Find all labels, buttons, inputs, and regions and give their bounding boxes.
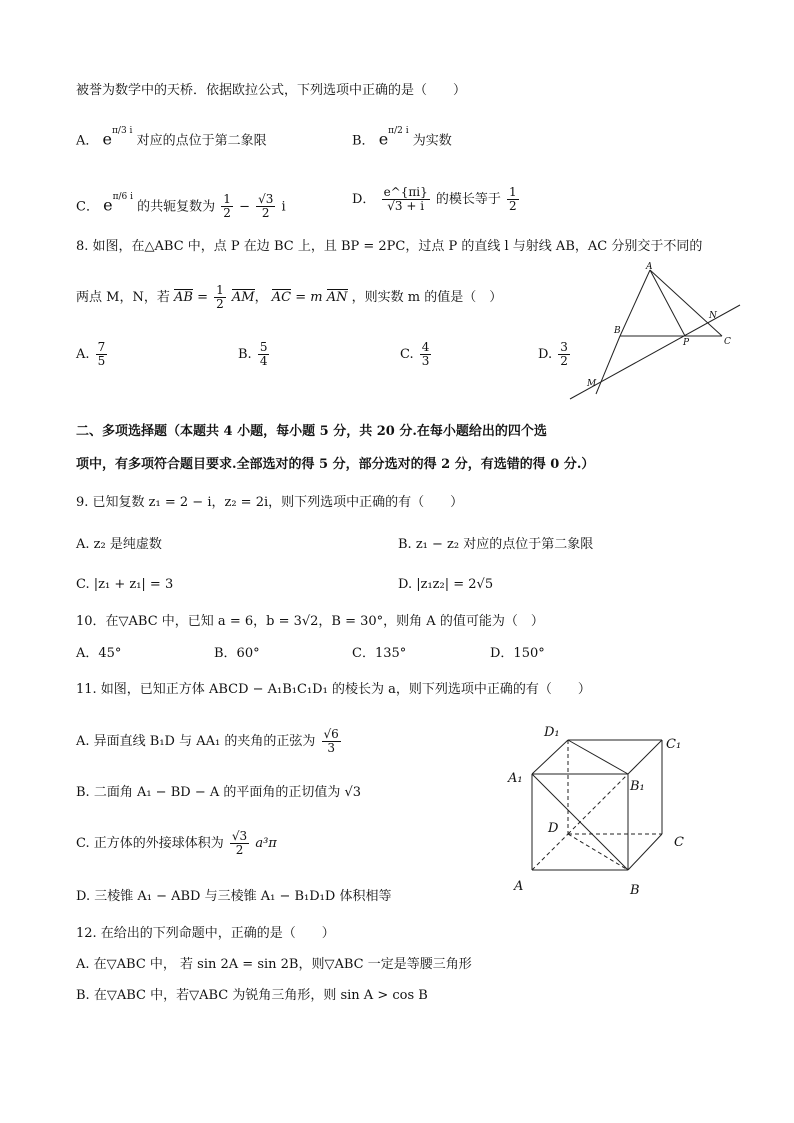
label-n: N: [709, 311, 717, 321]
q7-a-exp: π/3 i: [112, 126, 133, 136]
q8-line2-end: ，则实数 m 的值是（ ）: [351, 290, 503, 305]
q8-stem-line1: 8. 如图，在△ABC 中，点 P 在边 BC 上，且 BP = 2PC，过点 P 的直线 l 与射线 AB，AC 分别交于不同的: [76, 239, 703, 254]
q7-b-label: B．: [352, 133, 375, 149]
q8-stem-line2: [76, 284, 502, 312]
q7-c-frac1: $\frac{1}{2}$: [223, 192, 231, 221]
q8-frac: $\frac{1}{2}$: [216, 283, 224, 311]
q7-c-minus: −: [239, 199, 250, 215]
q8-triangle-figure: [560, 258, 750, 410]
label-m: M: [587, 379, 597, 389]
q8-vector-ac: AC: [271, 290, 292, 305]
label-d1: D₁: [544, 725, 560, 740]
line-ab: [620, 270, 650, 336]
q8-comma: ，: [254, 290, 268, 305]
q11-a-text: A. 异面直线 B₁D 与 AA₁ 的夹角的正弦为: [76, 734, 316, 749]
q11-c-post: a³π: [255, 836, 277, 851]
label-b: B: [614, 326, 621, 336]
q7-c-exp: π/6 i: [112, 192, 133, 202]
q7-a-label: A．: [76, 133, 99, 149]
q8-c-label: C.: [400, 347, 414, 362]
label-b1: B₁: [630, 779, 645, 794]
q11-option-d: D. 三棱锥 A₁ − ABD 与三棱锥 A₁ − B₁D₁D 体积相等: [76, 889, 392, 904]
line-ap: [650, 270, 685, 336]
q9-option-a: A. z₂ 是纯虚数: [76, 537, 162, 552]
q7-d-frac: $\frac{e\^{}\{\pi i\}}{√3 + i}$: [383, 185, 428, 213]
q8-c-frac: $\frac{4}{3}$: [421, 340, 430, 368]
section2-line2: 项中，有多项符合题目要求.全部选对的得 5 分，部分选对的得 2 分，有选错的得 0 分.）: [76, 457, 595, 472]
line-bm: [596, 336, 620, 394]
q8-vector-an: AN: [326, 290, 348, 305]
q11-option-b: B. 二面角 A₁ − BD − A 的平面角的正切值为 √3: [76, 785, 362, 800]
q8-a-label: A.: [76, 347, 90, 362]
q10-option-a: A．45°: [76, 646, 122, 661]
q7-a-text: 对应的点位于第二象限: [136, 133, 267, 149]
section2-line1: 二、多项选择题（本题共 4 小题，每小题 5 分，共 20 分.在每小题给出的四个选: [76, 424, 547, 439]
q7-b-exp: π/2 i: [388, 126, 409, 136]
q7-b-base: e: [378, 129, 389, 149]
q7-d-frac2: $\frac{1}{2}$: [509, 185, 517, 213]
q8-eq: =: [197, 290, 208, 305]
label-c: C: [724, 337, 731, 347]
label-a: A: [514, 879, 524, 894]
q8-eq2: = m: [295, 290, 323, 305]
label-b: B: [630, 883, 640, 898]
q8-vector-ab: AB: [173, 290, 193, 305]
q8-option-a: [76, 340, 109, 370]
label-p: P: [683, 338, 690, 348]
q7-b-text: 为实数: [412, 133, 452, 149]
q7-option-d: [352, 186, 521, 214]
q7-c-frac2: $\frac{√3}{2}$: [258, 192, 274, 221]
q12-option-b: B. 在▽ABC 中，若▽ABC 为锐角三角形，则 sin A > cos B: [76, 988, 428, 1003]
q11-cube-figure: [500, 718, 700, 902]
q7-a-base: e: [102, 129, 112, 149]
q8-line2-start: 两点 M，N，若: [76, 290, 170, 305]
q10-option-b: B．60°: [214, 646, 260, 661]
q11-option-a: [76, 722, 343, 762]
q7-option-b: [352, 128, 452, 150]
q7-stem: 被誉为数学中的天桥．依据欧拉公式，下列选项中正确的是（ ）: [76, 83, 467, 98]
label-a: A: [646, 262, 653, 272]
q12-option-a: A. 在▽ABC 中， 若 sin 2A = sin 2B，则▽ABC 一定是等腰三角形: [76, 957, 472, 972]
q11-c-text: C. 正方体的外接球体积为: [76, 836, 224, 851]
q7-c-i: i: [281, 199, 286, 215]
label-c: C: [674, 835, 684, 850]
q10-option-c: C．135°: [352, 646, 407, 661]
q8-vector-am: AM: [231, 290, 255, 305]
q8-option-c: [400, 340, 433, 370]
q8-d-label: D.: [538, 347, 553, 362]
q8-b-frac: $\frac{5}{4}$: [259, 340, 268, 368]
q8-a-frac: $\frac{7}{5}$: [97, 340, 106, 368]
label-c1: C₁: [666, 737, 682, 752]
q9-option-c: C. |z₁ + z₁| = 3: [76, 577, 174, 592]
q7-option-a: [76, 128, 267, 150]
q9-option-b: B. z₁ − z₂ 对应的点位于第二象限: [398, 537, 594, 552]
q12-stem: 12. 在给出的下列命题中，正确的是（ ）: [76, 926, 335, 941]
q8-d-frac: $\frac{3}{2}$: [560, 340, 568, 368]
q9-stem: 9. 已知复数 z₁ = 2 − i，z₂ = 2i，则下列选项中正确的有（ ）: [76, 495, 464, 510]
q7-d-label: D．: [352, 192, 376, 207]
q8-option-b: [238, 340, 271, 370]
q11-option-c: [76, 824, 277, 864]
q9-option-d: D. |z₁z₂| = 2√5: [398, 577, 494, 592]
q7-option-c: [76, 190, 286, 220]
q7-c-text: 的共轭复数为: [137, 199, 216, 215]
q10-stem: 10．在▽ABC 中，已知 a = 6，b = 3√2，B = 30°，则角 A 的值可能为（ ）: [76, 614, 544, 629]
q7-d-text: 的模长等于: [435, 192, 501, 207]
q7-c-base: e: [103, 195, 113, 215]
line-ac: [650, 270, 722, 336]
label-a1: A₁: [508, 771, 523, 786]
label-d: D: [548, 821, 559, 836]
q11-a-frac: $\frac{√6}{3}$: [323, 727, 339, 755]
q10-option-d: D．150°: [490, 646, 545, 661]
q11-c-frac: $\frac{√3}{2}$: [231, 829, 248, 857]
q8-b-label: B.: [238, 347, 252, 362]
q7-c-label: C．: [76, 199, 99, 215]
q11-stem: 11. 如图，已知正方体 ABCD − A₁B₁C₁D₁ 的棱长为 a，则下列选项中正确的有（ ）: [76, 682, 591, 697]
